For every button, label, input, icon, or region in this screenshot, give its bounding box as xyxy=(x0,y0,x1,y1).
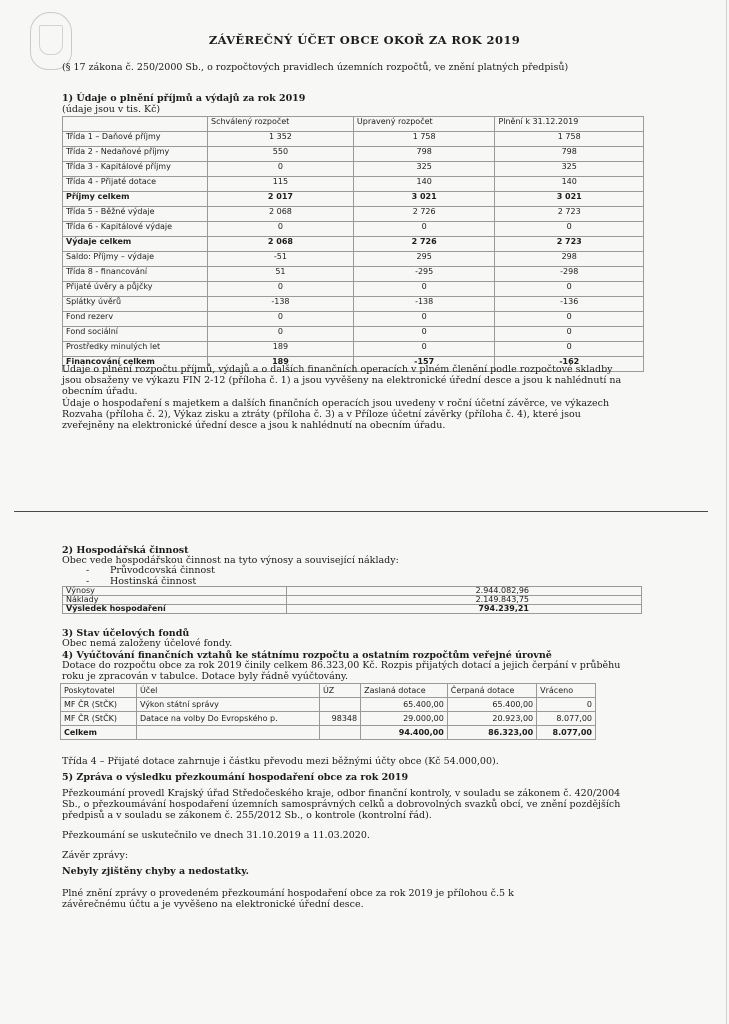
list-item: - Hostinská činnost xyxy=(62,576,215,587)
provider-cell: MF ČR (StČK) xyxy=(61,712,137,726)
cell-value: 798 xyxy=(495,147,644,162)
row-label: Fond rezerv xyxy=(63,312,208,327)
row-label: Třída 4 - Přijaté dotace xyxy=(63,177,208,192)
cell-value: 2 726 xyxy=(353,237,495,252)
section1-paragraph-2: Údaje o hospodaření s majetkem a dalších finančních operacích jsou uvedeny v roční účetní závěrce, ve výkazech Rozvaha (příloha č. 2), Výkaz zisku a ztráty (příloha č. 3) a v Příloze účetní závěrky (příloha č. 4), které jsou zveřejněny na elektronické úřední desce a jsou k nahlédnutí na obecním úřadu. xyxy=(62,398,610,431)
row-label: Výdaje celkem xyxy=(63,237,208,252)
row-label: Příjmy celkem xyxy=(63,192,208,207)
section5-paragraph-2: Přezkoumání se uskutečnilo ve dnech 31.10.2019 a 11.03.2020. xyxy=(62,830,370,841)
cell-value: 0 xyxy=(495,342,644,357)
table-row xyxy=(63,342,644,357)
table-row xyxy=(61,698,596,712)
sent-cell: 94.400,00 xyxy=(361,726,448,740)
column-header: Schválený rozpočet xyxy=(208,117,354,132)
column-header: Čerpaná dotace xyxy=(447,684,536,698)
cell-value: 794.239,21 xyxy=(286,605,641,614)
cell-value: -51 xyxy=(208,252,354,267)
cell-value: 0 xyxy=(208,162,354,177)
cell-value: 2 068 xyxy=(208,237,354,252)
list-item: - Průvodcovská činnost xyxy=(62,565,215,576)
table-row xyxy=(61,726,596,740)
cell-value: 325 xyxy=(353,162,495,177)
cell-value: 295 xyxy=(353,252,495,267)
cell-value: 325 xyxy=(495,162,644,177)
row-label: Přijaté úvěry a půjčky xyxy=(63,282,208,297)
page-divider xyxy=(14,511,708,512)
provider-cell: Celkem xyxy=(61,726,137,740)
grants-note: Třída 4 – Přijaté dotace zahrnuje i částku převodu mezi běžnými účty obce (Kč 54.000,00). xyxy=(62,756,499,767)
table-row xyxy=(61,712,596,726)
section2-text: Obec vede hospodářskou činnost na tyto výnosy a související náklady: xyxy=(62,555,399,566)
column-header: Poskytovatel xyxy=(61,684,137,698)
cell-value: 189 xyxy=(208,357,354,372)
row-label: Prostředky minulých let xyxy=(63,342,208,357)
conclusion-label: Závěr zprávy: xyxy=(62,850,129,861)
budget-table xyxy=(62,116,644,372)
cell-value: 1 352 xyxy=(208,132,354,147)
legal-basis-note: (§ 17 zákona č. 250/2000 Sb., o rozpočtových pravidlech územních rozpočtů, ve znění platných předpisů) xyxy=(62,62,569,73)
cell-value: 51 xyxy=(208,267,354,282)
row-label: Výnosy xyxy=(63,587,287,596)
column-header: Účel xyxy=(136,684,319,698)
used-cell: 65.400,00 xyxy=(447,698,536,712)
row-label: Třída 3 - Kapitálové příjmy xyxy=(63,162,208,177)
page-edge xyxy=(726,0,727,1024)
section1-heading: 1) Údaje o plnění příjmů a výdajů za rok 2019 xyxy=(62,93,306,104)
cell-value: 2 068 xyxy=(208,207,354,222)
table-row xyxy=(63,222,644,237)
row-label: Financování celkem xyxy=(63,357,208,372)
cell-value: 0 xyxy=(208,327,354,342)
purpose-cell: Výkon státní správy xyxy=(136,698,319,712)
section5-paragraph-1: Přezkoumání provedl Krajský úřad Středočeského kraje, odbor finanční kontroly, v souladu se zákonem č. 420/2004 Sb., o přezkoumávání hospodaření územních samosprávných celků a dobrovolných svazků obcí, ve znění pozdějších předpisů a v souladu se zákonem č. 255/2012 Sb., o kontrole (kontrolní řád). xyxy=(62,788,621,821)
returned-cell: 0 xyxy=(537,698,596,712)
section4-text: Dotace do rozpočtu obce za rok 2019 činily celkem 86.323,00 Kč. Rozpis přijatých dotací a jejich čerpání v průběhu roku je zpracován v tabulce. Dotace byly řádně vyúčtovány. xyxy=(62,660,621,682)
cell-value: 2.944.082,96 xyxy=(286,587,641,596)
row-label: Třída 8 - financování xyxy=(63,267,208,282)
cell-value: 0 xyxy=(495,312,644,327)
cell-value: 1 758 xyxy=(495,132,644,147)
row-label: Třída 6 - Kapitálové výdaje xyxy=(63,222,208,237)
cell-value: 0 xyxy=(495,327,644,342)
economic-activity-table xyxy=(62,586,642,614)
cell-value: 2 726 xyxy=(353,207,495,222)
table-row xyxy=(63,297,644,312)
column-header: Zaslaná dotace xyxy=(361,684,448,698)
row-label: Splátky úvěrů xyxy=(63,297,208,312)
cell-value: 550 xyxy=(208,147,354,162)
cell-value: -138 xyxy=(353,297,495,312)
cell-value: 2 723 xyxy=(495,207,644,222)
section1-paragraph-1: Údaje o plnění rozpočtu příjmů, výdajů a o dalších finančních operacích v plném členění podle rozpočtové skladby jsou obsaženy ve výkazu FIN 2-12 (příloha č. 1) a jsou vyvěšeny na elektronické úřední desce a jsou k nahlédnutí na obecním úřadu. xyxy=(62,364,622,397)
cell-value: 3 021 xyxy=(495,192,644,207)
cell-value: 189 xyxy=(208,342,354,357)
table-row xyxy=(63,312,644,327)
section5-heading: 5) Zpráva o výsledku přezkoumání hospodaření obce za rok 2019 xyxy=(62,772,409,783)
row-label: Třída 5 - Běžné výdaje xyxy=(63,207,208,222)
row-label: Třída 1 – Daňové příjmy xyxy=(63,132,208,147)
section2-heading: 2) Hospodářská činnost xyxy=(62,545,189,556)
unit-note: (údaje jsou v tis. Kč) xyxy=(62,104,161,115)
cell-value: 140 xyxy=(353,177,495,192)
returned-cell: 8.077,00 xyxy=(537,712,596,726)
purpose-cell xyxy=(136,726,319,740)
cell-value: 0 xyxy=(208,312,354,327)
cell-value: 2 017 xyxy=(208,192,354,207)
section4-heading: 4) Vyúčtování finančních vztahů ke státnímu rozpočtu a ostatním rozpočtům veřejné úrovně xyxy=(62,650,552,661)
column-header xyxy=(63,117,208,132)
cell-value: -162 xyxy=(495,357,644,372)
provider-cell: MF ČR (StČK) xyxy=(61,698,137,712)
cell-value: 0 xyxy=(353,327,495,342)
cell-value: 0 xyxy=(353,282,495,297)
cell-value: 0 xyxy=(353,312,495,327)
table-row xyxy=(63,207,644,222)
conclusion-text: Nebyly zjištěny chyby a nedostatky. xyxy=(62,866,249,877)
cell-value: -138 xyxy=(208,297,354,312)
cell-value: 3 021 xyxy=(353,192,495,207)
cell-value: -136 xyxy=(495,297,644,312)
column-header: Plnění k 31.12.2019 xyxy=(495,117,644,132)
table-row xyxy=(63,282,644,297)
table-header-row xyxy=(63,117,644,132)
row-label: Fond sociální xyxy=(63,327,208,342)
column-header: ÚZ xyxy=(320,684,361,698)
section3-text: Obec nemá založeny účelové fondy. xyxy=(62,638,233,649)
cell-value: 1 758 xyxy=(353,132,495,147)
cell-value: 115 xyxy=(208,177,354,192)
table-row xyxy=(63,327,644,342)
table-row xyxy=(63,237,644,252)
document-title: ZÁVĚREČNÝ ÚČET OBCE OKOŘ ZA ROK 2019 xyxy=(208,33,521,47)
cell-value: 0 xyxy=(353,342,495,357)
cell-value: 2.149.843,75 xyxy=(286,596,641,605)
table-row xyxy=(63,162,644,177)
uz-cell: 98348 xyxy=(320,712,361,726)
column-header: Upravený rozpočet xyxy=(353,117,495,132)
uz-cell xyxy=(320,698,361,712)
returned-cell: 8.077,00 xyxy=(537,726,596,740)
table-header-row xyxy=(61,684,596,698)
cell-value: 0 xyxy=(353,222,495,237)
cell-value: -157 xyxy=(353,357,495,372)
table-row xyxy=(63,605,642,614)
column-header: Vráceno xyxy=(537,684,596,698)
grants-table xyxy=(60,683,596,740)
cell-value: 140 xyxy=(495,177,644,192)
section5-paragraph-3: Plné znění zprávy o provedeném přezkoumání hospodaření obce za rok 2019 je přílohou č.5 k závěrečnému účtu a je vyvěšeno na elektronické úřední desce. xyxy=(62,888,514,910)
table-row xyxy=(63,587,642,596)
activity-list xyxy=(62,565,215,587)
table-row xyxy=(63,267,644,282)
cell-value: -295 xyxy=(353,267,495,282)
used-cell: 86.323,00 xyxy=(447,726,536,740)
cell-value: 2 723 xyxy=(495,237,644,252)
cell-value: -298 xyxy=(495,267,644,282)
table-row xyxy=(63,132,644,147)
row-label: Výsledek hospodaření xyxy=(63,605,287,614)
sent-cell: 29.000,00 xyxy=(361,712,448,726)
table-row xyxy=(63,192,644,207)
section3-heading: 3) Stav účelových fondů xyxy=(62,628,190,639)
uz-cell xyxy=(320,726,361,740)
cell-value: 0 xyxy=(495,282,644,297)
table-row xyxy=(63,177,644,192)
row-label: Náklady xyxy=(63,596,287,605)
used-cell: 20.923,00 xyxy=(447,712,536,726)
table-row xyxy=(63,147,644,162)
row-label: Třída 2 - Nedaňové příjmy xyxy=(63,147,208,162)
cell-value: 0 xyxy=(208,222,354,237)
cell-value: 298 xyxy=(495,252,644,267)
purpose-cell: Datace na volby Do Evropského p. xyxy=(136,712,319,726)
cell-value: 798 xyxy=(353,147,495,162)
cell-value: 0 xyxy=(208,282,354,297)
sent-cell: 65.400,00 xyxy=(361,698,448,712)
table-row xyxy=(63,252,644,267)
row-label: Saldo: Příjmy – výdaje xyxy=(63,252,208,267)
cell-value: 0 xyxy=(495,222,644,237)
